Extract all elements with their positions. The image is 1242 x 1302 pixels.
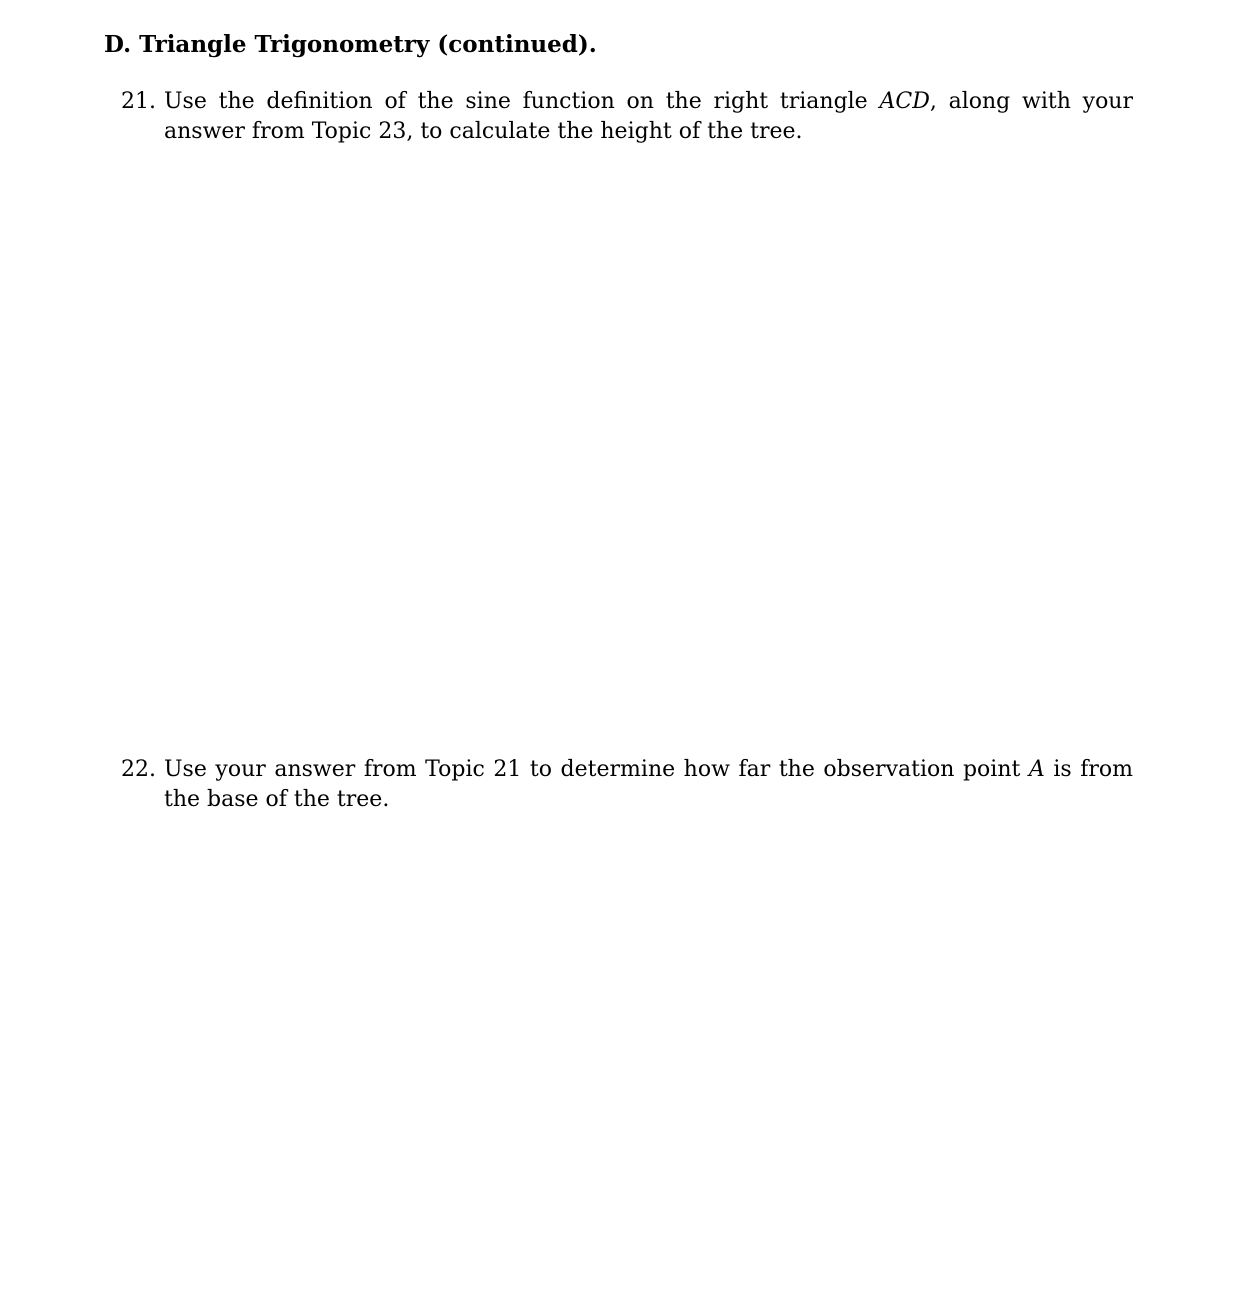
problem-number: 21. (121, 89, 156, 114)
math-expression-acd: ACD (879, 89, 930, 114)
problem-text-part: Use the definition of the sine function on the right triangle (164, 89, 880, 114)
answer-space-21[interactable] (121, 160, 1133, 740)
problem-text-part: , along with your answer from Topic 23, to calculate the height of the tree. (164, 89, 1133, 144)
answer-space-22[interactable] (121, 830, 1133, 1280)
problem-text-part: is from the base of the tree. (164, 757, 1134, 812)
problem-22 (121, 755, 1133, 815)
section-title: D. Triangle Trigonometry (continued). (104, 31, 597, 58)
problem-text (164, 87, 1133, 147)
problem-text (164, 755, 1133, 815)
problem-21 (121, 87, 1133, 147)
problem-text-part: Use your answer from Topic 21 to determine how far the observation point (164, 757, 1029, 782)
math-expression-a: A (1028, 757, 1045, 782)
problem-number: 22. (121, 757, 156, 782)
